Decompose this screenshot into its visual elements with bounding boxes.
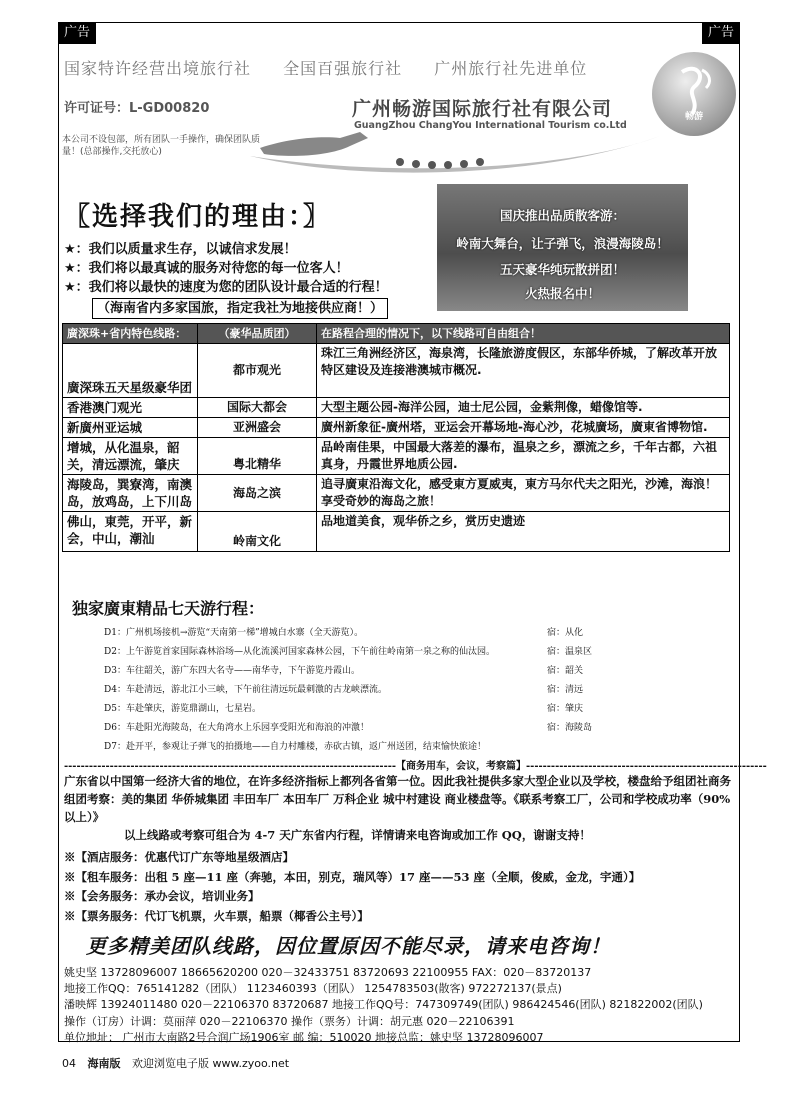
table-row	[63, 438, 730, 475]
day-text: D1：广州机场接机→游览“天南第一梯”增城白水寨（全天游览）。	[104, 628, 364, 638]
edition-label: 海南版	[87, 1057, 121, 1070]
combo-text: 以上线路或考察可组合为 4-7 天广东省内行程，详情请来电咨询或加工作 QQ，谢谢支持！	[124, 828, 591, 842]
theme-cell: 岭南文化	[198, 512, 317, 552]
service-item: ※【票务服务：代订飞机票，火车票，船票（椰香公主号）】	[64, 908, 369, 923]
table-row	[63, 512, 730, 552]
desc-cell: 廣州新象征-廣州塔，亚运会开幕场地-海心沙，花城廣场，廣東省博物馆.	[317, 418, 730, 438]
ad-tag-left: 广告	[58, 22, 96, 44]
theme-cell: 粤北精华	[198, 438, 317, 475]
business-separator: --------------------------------------------------------------------------------【商务用车，会议，考察篇】----------------------------------------------------------	[64, 761, 767, 772]
theme-cell: 都市观光	[198, 344, 317, 398]
table-row	[63, 418, 730, 438]
desc-cell: 大型主题公园-海洋公园，迪士尼公园，金紫荆像，蜡像馆等.	[317, 398, 730, 418]
day-stay: 宿：清远	[547, 685, 584, 695]
contact-line: 地接工作QQ：765141282（团队） 1123460393（团队） 1254783503(散客) 972272137(景点)	[64, 982, 562, 996]
day-text: D5：车赴肇庆，游览鼎湖山，七星岩。	[104, 704, 261, 714]
day-stay: 宿：海陵岛	[547, 723, 593, 733]
desc-cell: 品地道美食，观华侨之乡，赏历史遗迹	[317, 512, 730, 552]
service-item: ※【会务服务：承办会议，培训业务】	[64, 889, 260, 903]
contact-line: 操作（订房）计调：莫丽萍 020－22106370 操作（票务）计调：胡元惠 020－22106391	[64, 1014, 515, 1028]
day-stay: 宿：韶关	[547, 666, 584, 676]
day-text: D2：上午游览首家国际森林浴场—从化流溪河国家森林公园，下午前往岭南第一泉之称的仙汰园。	[104, 647, 495, 657]
table-row	[63, 475, 730, 512]
company-note: 本公司不设包部，所有团队一手操作，确保团队质量！(总部操作,交托放心)	[62, 135, 261, 157]
routes-table	[62, 323, 730, 552]
promo-line-2: 岭南大舞台，让子弹飞，浪漫海陵岛！	[456, 236, 669, 251]
desc-cell: 珠江三角洲经济区，海泉湾，长隆旅游度假区，东部华侨城，了解改革开放特区建设及连接港澳城市概况.	[317, 344, 730, 398]
itinerary-title: 独家廣東精品七天游行程：	[72, 599, 265, 618]
itinerary-day	[104, 643, 664, 662]
company-logo	[652, 52, 736, 136]
day-stay: 宿：肇庆	[547, 704, 584, 714]
route-cell: 廣深珠五天星级豪华团	[63, 344, 198, 398]
contacts-block	[64, 965, 703, 1046]
contact-line: 单位地址： 广州市大南路2号合润广场1906室 邮 编：510020 地接总监：姚史坚 13728096007	[64, 1030, 544, 1044]
subtitle-2: 全国百强旅行社	[283, 59, 403, 78]
itinerary-day	[104, 719, 664, 738]
header-cell: （豪华品质团）	[198, 324, 317, 344]
business-paragraph	[64, 772, 736, 844]
reasons-list	[64, 240, 388, 319]
header-cell: 廣深珠+省内特色线路：	[63, 324, 198, 344]
reasons-boxed-note: （海南省内多家国旅，指定我社为地接供应商！）	[92, 298, 388, 319]
subtitle-1: 国家特许经营出境旅行社	[64, 59, 252, 78]
reasons-title: 〖选择我们的理由：〗	[64, 202, 332, 232]
itinerary-list	[104, 624, 664, 757]
itinerary-day	[104, 700, 664, 719]
theme-cell: 国际大都会	[198, 398, 317, 418]
contact-line: 姚史坚 13728096007 18665620200 020－32433751 83720693 22100955 FAX：020－83720137	[64, 966, 592, 979]
service-item: ※【酒店服务：优惠代订广东等地星级酒店】	[64, 850, 294, 864]
reason-item: ★：我们将以最快的速度为您的团队设计最合适的行程！	[64, 280, 388, 295]
day-stay: 宿：从化	[547, 628, 584, 638]
itinerary-day	[104, 624, 664, 643]
route-cell: 新廣州亚运城	[63, 418, 198, 438]
itinerary-day	[104, 738, 664, 757]
business-text: 广东省以中国第一经济大省的地位，在许多经济指标上都列各省第一位。因此我社提供多家大型企业以及学校，楼盘给予组团社商务组团考察：美的集团 华侨城集团 丰田车厂 本田车厂 万科企业 城中村建设 商业楼盘等。《联系考察工厂，公司和学校成功率（90%以上）》	[64, 774, 731, 824]
contact-line: 潘映辉 13924011480 020－22106370 83720687 地接工作QQ号：747309749(团队) 986424546(团队) 821822002(团队)	[64, 998, 703, 1012]
header-subtitles	[64, 56, 613, 79]
route-cell: 佛山，東莞，开平，新会，中山，潮汕	[63, 512, 198, 552]
day-stay: 宿：温泉区	[547, 647, 593, 657]
day-text: D3：车往韶关，游广东四大名寺——南华寺，下午游览丹霞山。	[104, 666, 360, 676]
day-text: D6：车赴阳光海陵岛，在大角湾水上乐园享受阳光和海浪的冲激！	[104, 723, 369, 733]
desc-cell: 品岭南佳果，中国最大落差的瀑布，温泉之乡，漂流之乡，千年古都，六祖真身，丹霞世界地质公园.	[317, 438, 730, 475]
company-name: 广州畅游国际旅行社有限公司	[352, 98, 613, 120]
footer-url[interactable]: www.zyoo.net	[212, 1057, 290, 1070]
table-row	[63, 398, 730, 418]
itinerary-day	[104, 662, 664, 681]
day-text: D4：车赴清远，游北江小三峡，下午前往清远玩最刺激的古龙峡漂流。	[104, 685, 387, 695]
ad-tag-right: 广告	[702, 22, 740, 44]
promo-banner	[437, 184, 688, 311]
service-item: ※【租车服务：出租 5 座—11 座（奔驰，本田，别克，瑞风等）17 座——53 座（全顺，俊威，金龙，宇通）】	[64, 869, 641, 884]
logo-text: 畅游	[684, 112, 703, 122]
airplane-swoosh-icon	[250, 126, 660, 182]
promo-line-4: 火热报名中！	[524, 286, 600, 301]
services-list	[64, 848, 640, 926]
reason-item: ★：我们以质量求生存，以诚信求发展！	[64, 242, 297, 257]
route-cell: 增城，从化温泉，韶关，清远漂流，肇庆	[63, 438, 198, 475]
reason-item: ★：我们将以最真诚的服务对待您的每一位客人！	[64, 261, 349, 276]
route-cell: 海陵岛，巽寮湾，南澳岛，放鸡岛，上下川岛	[63, 475, 198, 512]
promo-line-1: 国庆推出品质散客游：	[499, 208, 625, 223]
logo-swirl-icon	[652, 52, 736, 136]
day-text: D7：赴开平，参观让子弹飞的拍摄地——自力村雕楼，赤砍古镇，返广州送团，结束愉快旅途！	[104, 742, 486, 752]
table-header	[63, 324, 730, 344]
page-number: 04	[62, 1057, 76, 1070]
header-cell: 在路程合理的情况下，以下线路可自由组合！	[317, 324, 730, 344]
itinerary-day	[104, 681, 664, 700]
promo-line-3: 五天豪华纯玩散拼团！	[499, 262, 625, 277]
company-name-en: GuangZhou ChangYou International Tourism co.Ltd	[354, 120, 627, 131]
table-row	[63, 344, 730, 398]
desc-cell: 追寻廣東沿海文化，感受東方夏威夷，東方马尔代夫之阳光，沙滩，海浪！享受奇妙的海岛之旅！	[317, 475, 730, 512]
license-number: 许可证号：L-GD00820	[64, 101, 210, 116]
theme-cell: 亚洲盛会	[198, 418, 317, 438]
theme-cell: 海岛之滨	[198, 475, 317, 512]
page-footer	[62, 1055, 289, 1071]
footer-slogan: 欢迎浏览电子版	[132, 1057, 209, 1070]
more-routes-banner: 更多精美团队线路，因位置原因不能尽录，请来电咨询！	[86, 934, 611, 958]
route-cell: 香港澳门观光	[63, 398, 198, 418]
subtitle-3: 广州旅行社先进单位	[434, 59, 588, 78]
